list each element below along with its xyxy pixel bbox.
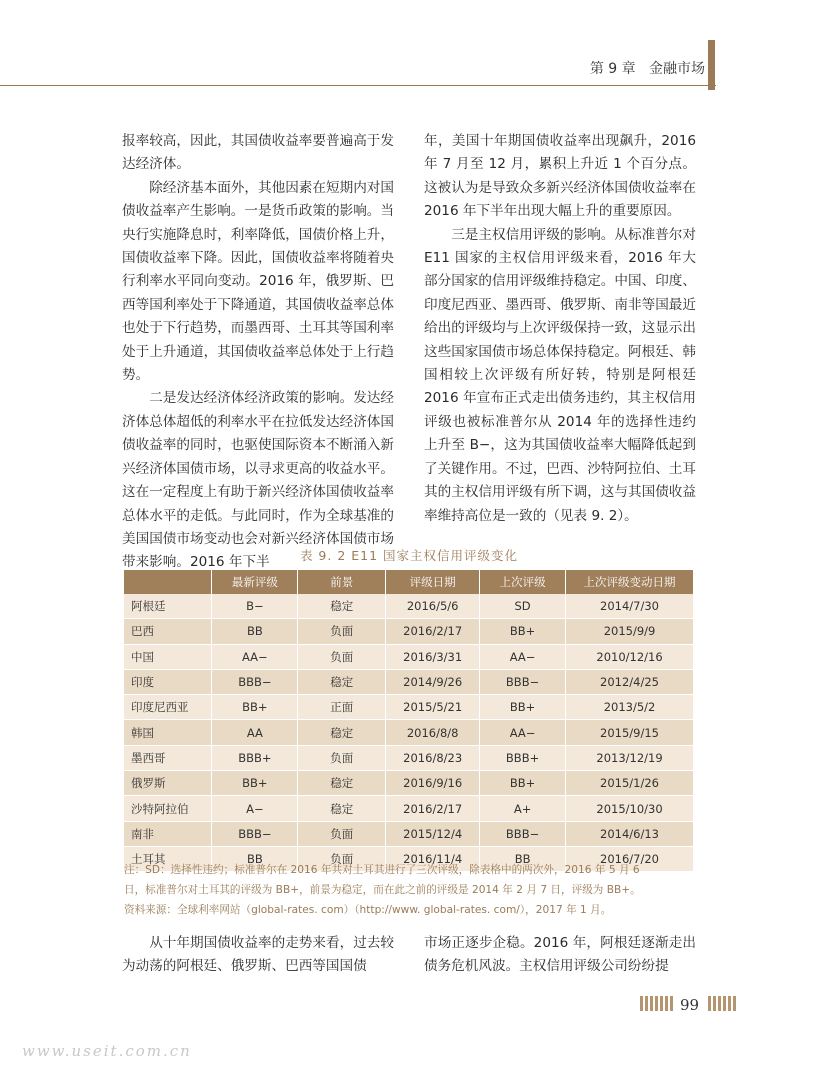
watermark: www.useit.com.cn <box>22 1042 192 1060</box>
country-cell: 土耳其 <box>124 846 212 871</box>
column-header: 上次评级 <box>480 570 566 594</box>
table-cell: 2012/4/25 <box>566 669 694 694</box>
page-header <box>0 0 835 90</box>
table-cell: 负面 <box>298 644 386 669</box>
table-cell: 2016/3/31 <box>386 644 480 669</box>
table-cell: BBB− <box>480 821 566 846</box>
column-header: 最新评级 <box>212 570 298 594</box>
paragraph: 三是主权信用评级的影响。从标准普尔对 E11 国家的主权信用评级来看，2016 年大部分国家的信用评级维持稳定。中国、印度、印度尼西亚、墨西哥、俄罗斯、南非等国最近给出的评级均与上次评级保持一致，这显示出这些国家国债市场总体保持稳定。阿根廷、韩国相较上次评级有所好转，特别是阿根廷 2016 年宣布正式走出债务违约，其主权信用评级也被标准普尔从 2014 年的选择性违约上升至 B−，这为其国债收益率大幅降低起到了关键作用。不过，巴西、沙特阿拉伯、土耳其的主权信用评级有所下调，这与其国债收益率维持高位是一致的（见表 9. 2）。 <box>424 226 696 524</box>
table-cell: AA− <box>480 644 566 669</box>
table-cell: 2014/6/13 <box>566 821 694 846</box>
table-cell: AA− <box>480 720 566 745</box>
paragraph: 除经济基本面外，其他因素在短期内对国债收益率产生影响。一是货币政策的影响。当央行实施降息时，利率降低，国债价格上升，国债收益率下降。因此，国债收益率将随着央行利率水平同向变动。2016 年，俄罗斯、巴西等国利率处于下降通道，其国债收益率总体也处于下行趋势，而墨西哥、土耳其等国利率处于上升通道，其国债收益率总体处于上行趋势。 <box>122 179 394 384</box>
table-cell: 2016/11/4 <box>386 846 480 871</box>
note-line: 注：SD：选择性违约；标准普尔在 2016 年共对土耳其进行了三次评级，除表格中的两次外，2016 年 5 月 6 <box>124 864 640 876</box>
table-cell: 2015/12/4 <box>386 821 480 846</box>
table-cell: 2016/8/8 <box>386 720 480 745</box>
paragraph: 市场正逐步企稳。2016 年，阿根廷逐渐走出债务危机风波。主权信用评级公司纷纷提 <box>424 935 696 975</box>
header-line <box>590 58 705 78</box>
body-column-right <box>424 130 696 528</box>
table-cell: BBB− <box>212 669 298 694</box>
header-accent-bar <box>708 40 715 90</box>
source-line: 资料来源：全球利率网站（global-rates. com）（http://www. global-rates. com/），2017 年 1 月。 <box>124 904 612 916</box>
body-column-left <box>122 130 394 575</box>
page-number-decoration-right <box>708 996 738 1011</box>
page-number-decoration-left <box>640 996 675 1011</box>
table-row <box>124 771 694 796</box>
table-cell: 2016/2/17 <box>386 796 480 821</box>
table-header-row <box>124 570 694 594</box>
table-row <box>124 796 694 821</box>
column-header: 评级日期 <box>386 570 480 594</box>
table-cell: 正面 <box>298 695 386 720</box>
table-row <box>124 720 694 745</box>
country-cell: 中国 <box>124 644 212 669</box>
column-header: 前景 <box>298 570 386 594</box>
table-cell: 负面 <box>298 821 386 846</box>
table-row <box>124 821 694 846</box>
table-cell: 2016/2/17 <box>386 619 480 644</box>
table-cell: BBB+ <box>212 745 298 770</box>
table-cell: 稳定 <box>298 594 386 619</box>
table-cell: BB <box>212 619 298 644</box>
table-cell: BB+ <box>212 771 298 796</box>
table-cell: 2015/10/30 <box>566 796 694 821</box>
paragraph: 年，美国十年期国债收益率出现飙升，2016 年 7 月至 12 月，累积上升近 1 个百分点。这被认为是导致众多新兴经济体国债收益率在 2016 年下半年出现大幅上升的重要原因。 <box>424 133 696 220</box>
table-cell: BB <box>212 846 298 871</box>
table-cell: 2016/8/23 <box>386 745 480 770</box>
country-cell: 印度 <box>124 669 212 694</box>
country-cell: 俄罗斯 <box>124 771 212 796</box>
table-cell: 2016/5/6 <box>386 594 480 619</box>
table-cell: BB+ <box>212 695 298 720</box>
table-cell: B− <box>212 594 298 619</box>
table-cell: 2014/9/26 <box>386 669 480 694</box>
table-cell: 2016/9/16 <box>386 771 480 796</box>
note-line: 日，标准普尔对土耳其的评级为 BB+，前景为稳定，而在此之前的评级是 2014 年 2 月 7 日，评级为 BB+。 <box>124 884 641 896</box>
table-cell: 稳定 <box>298 771 386 796</box>
table-cell: BBB+ <box>480 745 566 770</box>
table-row <box>124 745 694 770</box>
table-cell: 2015/9/9 <box>566 619 694 644</box>
body-column-left-bottom <box>122 932 394 979</box>
table-cell: 2014/7/30 <box>566 594 694 619</box>
country-cell: 阿根廷 <box>124 594 212 619</box>
table-cell: 2015/5/21 <box>386 695 480 720</box>
country-cell: 韩国 <box>124 720 212 745</box>
table-cell: 负面 <box>298 745 386 770</box>
table-cell: A− <box>212 796 298 821</box>
paragraph: 报率较高，因此，其国债收益率要普遍高于发达经济体。 <box>122 133 394 173</box>
table-caption: 表 9. 2 E11 国家主权信用评级变化 <box>299 548 519 563</box>
chapter-number: 第 9 章 <box>589 61 636 77</box>
table-row <box>124 644 694 669</box>
table-cell: BB+ <box>480 695 566 720</box>
table-row <box>124 669 694 694</box>
table-cell: 负面 <box>298 846 386 871</box>
table-cell: 2010/12/16 <box>566 644 694 669</box>
country-cell: 墨西哥 <box>124 745 212 770</box>
table-cell: 2015/9/15 <box>566 720 694 745</box>
paragraph: 二是发达经济体经济政策的影响。发达经济体总体超低的利率水平在拉低发达经济体国债收益率的同时，也驱使国际资本不断涌入新兴经济体国债市场，以寻求更高的收益水平。这在一定程度上有助于新兴经济体国债收益率总体水平的走低。与此同时，作为全球基准的美国国债市场变动也会对新兴经济体国债市场带来影响。2016 年下半 <box>122 390 394 571</box>
ratings-table <box>124 570 694 872</box>
table-cell: BB <box>480 846 566 871</box>
column-header: 上次评级变动日期 <box>566 570 694 594</box>
table-row <box>124 695 694 720</box>
header-rule <box>0 85 716 86</box>
country-cell: 南非 <box>124 821 212 846</box>
table-cell: BB+ <box>480 771 566 796</box>
page-number: 99 <box>680 996 700 1014</box>
table-cell: SD <box>480 594 566 619</box>
table-cell: 2013/12/19 <box>566 745 694 770</box>
column-header <box>124 570 212 594</box>
table-cell: 负面 <box>298 619 386 644</box>
table-cell: A+ <box>480 796 566 821</box>
table-cell: 稳定 <box>298 796 386 821</box>
table-cell: BBB− <box>480 669 566 694</box>
paragraph: 从十年期国债收益率的走势来看，过去较为动荡的阿根廷、俄罗斯、巴西等国国债 <box>122 935 394 975</box>
chapter-topic: 金融市场 <box>649 61 705 77</box>
body-column-right-bottom <box>424 932 696 979</box>
country-cell: 印度尼西亚 <box>124 695 212 720</box>
country-cell: 沙特阿拉伯 <box>124 796 212 821</box>
table-cell: AA− <box>212 644 298 669</box>
table-cell: BB+ <box>480 619 566 644</box>
table-cell: 稳定 <box>298 720 386 745</box>
table-row <box>124 594 694 619</box>
table-cell: AA <box>212 720 298 745</box>
table-cell: 2016/7/20 <box>566 846 694 871</box>
table-row <box>124 619 694 644</box>
table-cell: 2015/1/26 <box>566 771 694 796</box>
table-cell: 稳定 <box>298 669 386 694</box>
table-cell: 2013/5/2 <box>566 695 694 720</box>
country-cell: 巴西 <box>124 619 212 644</box>
table-cell: BBB− <box>212 821 298 846</box>
table-notes <box>124 860 696 920</box>
